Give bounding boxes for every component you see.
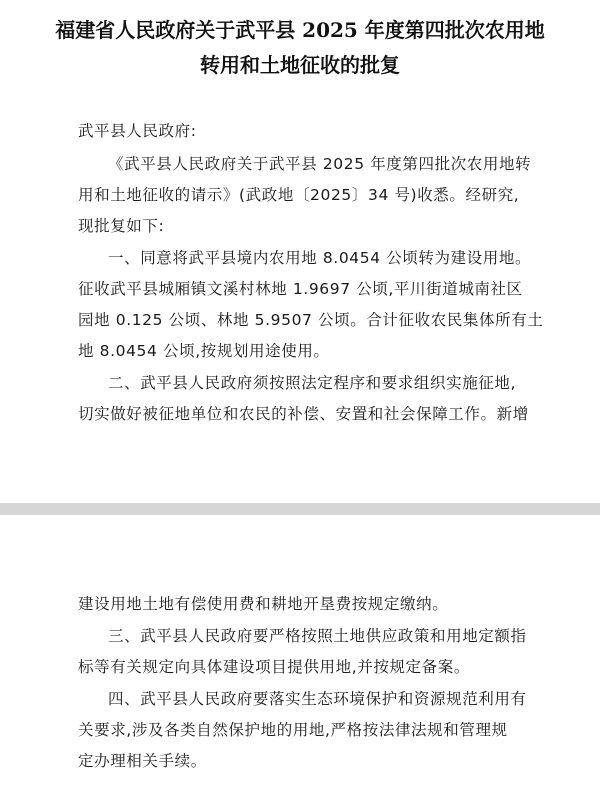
item-2-line: 二、武平县人民政府须按照法定程序和要求组织实施征地,: [108, 374, 517, 392]
item-4-line: 四、武平县人民政府要落实生态环境保护和资源规范利用有: [108, 690, 527, 708]
intro-line: 用和土地征收的请示》(武政地〔2025〕34 号)收悉。经研究,: [78, 186, 520, 204]
document-page-2: [0, 515, 600, 785]
item-2-line: 切实做好被征地单位和农民的补偿、安置和社会保障工作。新增: [78, 405, 529, 423]
document-title-line-2: 转用和土地征收的批复: [200, 53, 400, 77]
page-separator: [0, 503, 600, 515]
item-3-line: 标等有关规定向具体建设项目提供用地,并按规定备案。: [78, 658, 470, 676]
item-1-line: 征收武平县城厢镇文溪村林地 1.9697 公顷,平川街道城南社区: [78, 280, 523, 298]
intro-line: 现批复如下:: [78, 217, 165, 235]
item-1-line: 地 8.0454 公顷,按规划用途使用。: [78, 342, 330, 360]
item-2-line: 建设用地土地有偿使用费和耕地开垦费按规定缴纳。: [78, 595, 449, 613]
item-1-line: 园地 0.125 公顷、林地 5.9507 公顷。合计征收农民集体所有土: [78, 311, 544, 329]
item-3-line: 三、武平县人民政府要严格按照土地供应政策和用地定额指: [108, 627, 527, 645]
document-title-line-1: 福建省人民政府关于武平县 2025 年度第四批次农用地: [55, 18, 545, 42]
recipient: 武平县人民政府:: [78, 122, 197, 140]
item-4-line: 定办理相关手续。: [78, 752, 207, 770]
item-4-line: 关要求,涉及各类自然保护地的用地,严格按法律法规和管理规: [78, 721, 508, 739]
item-1-line: 一、同意将武平县境内农用地 8.0454 公顷转为建设用地。: [108, 249, 532, 267]
intro-line: 《武平县人民政府关于武平县 2025 年度第四批次农用地转: [108, 155, 532, 173]
